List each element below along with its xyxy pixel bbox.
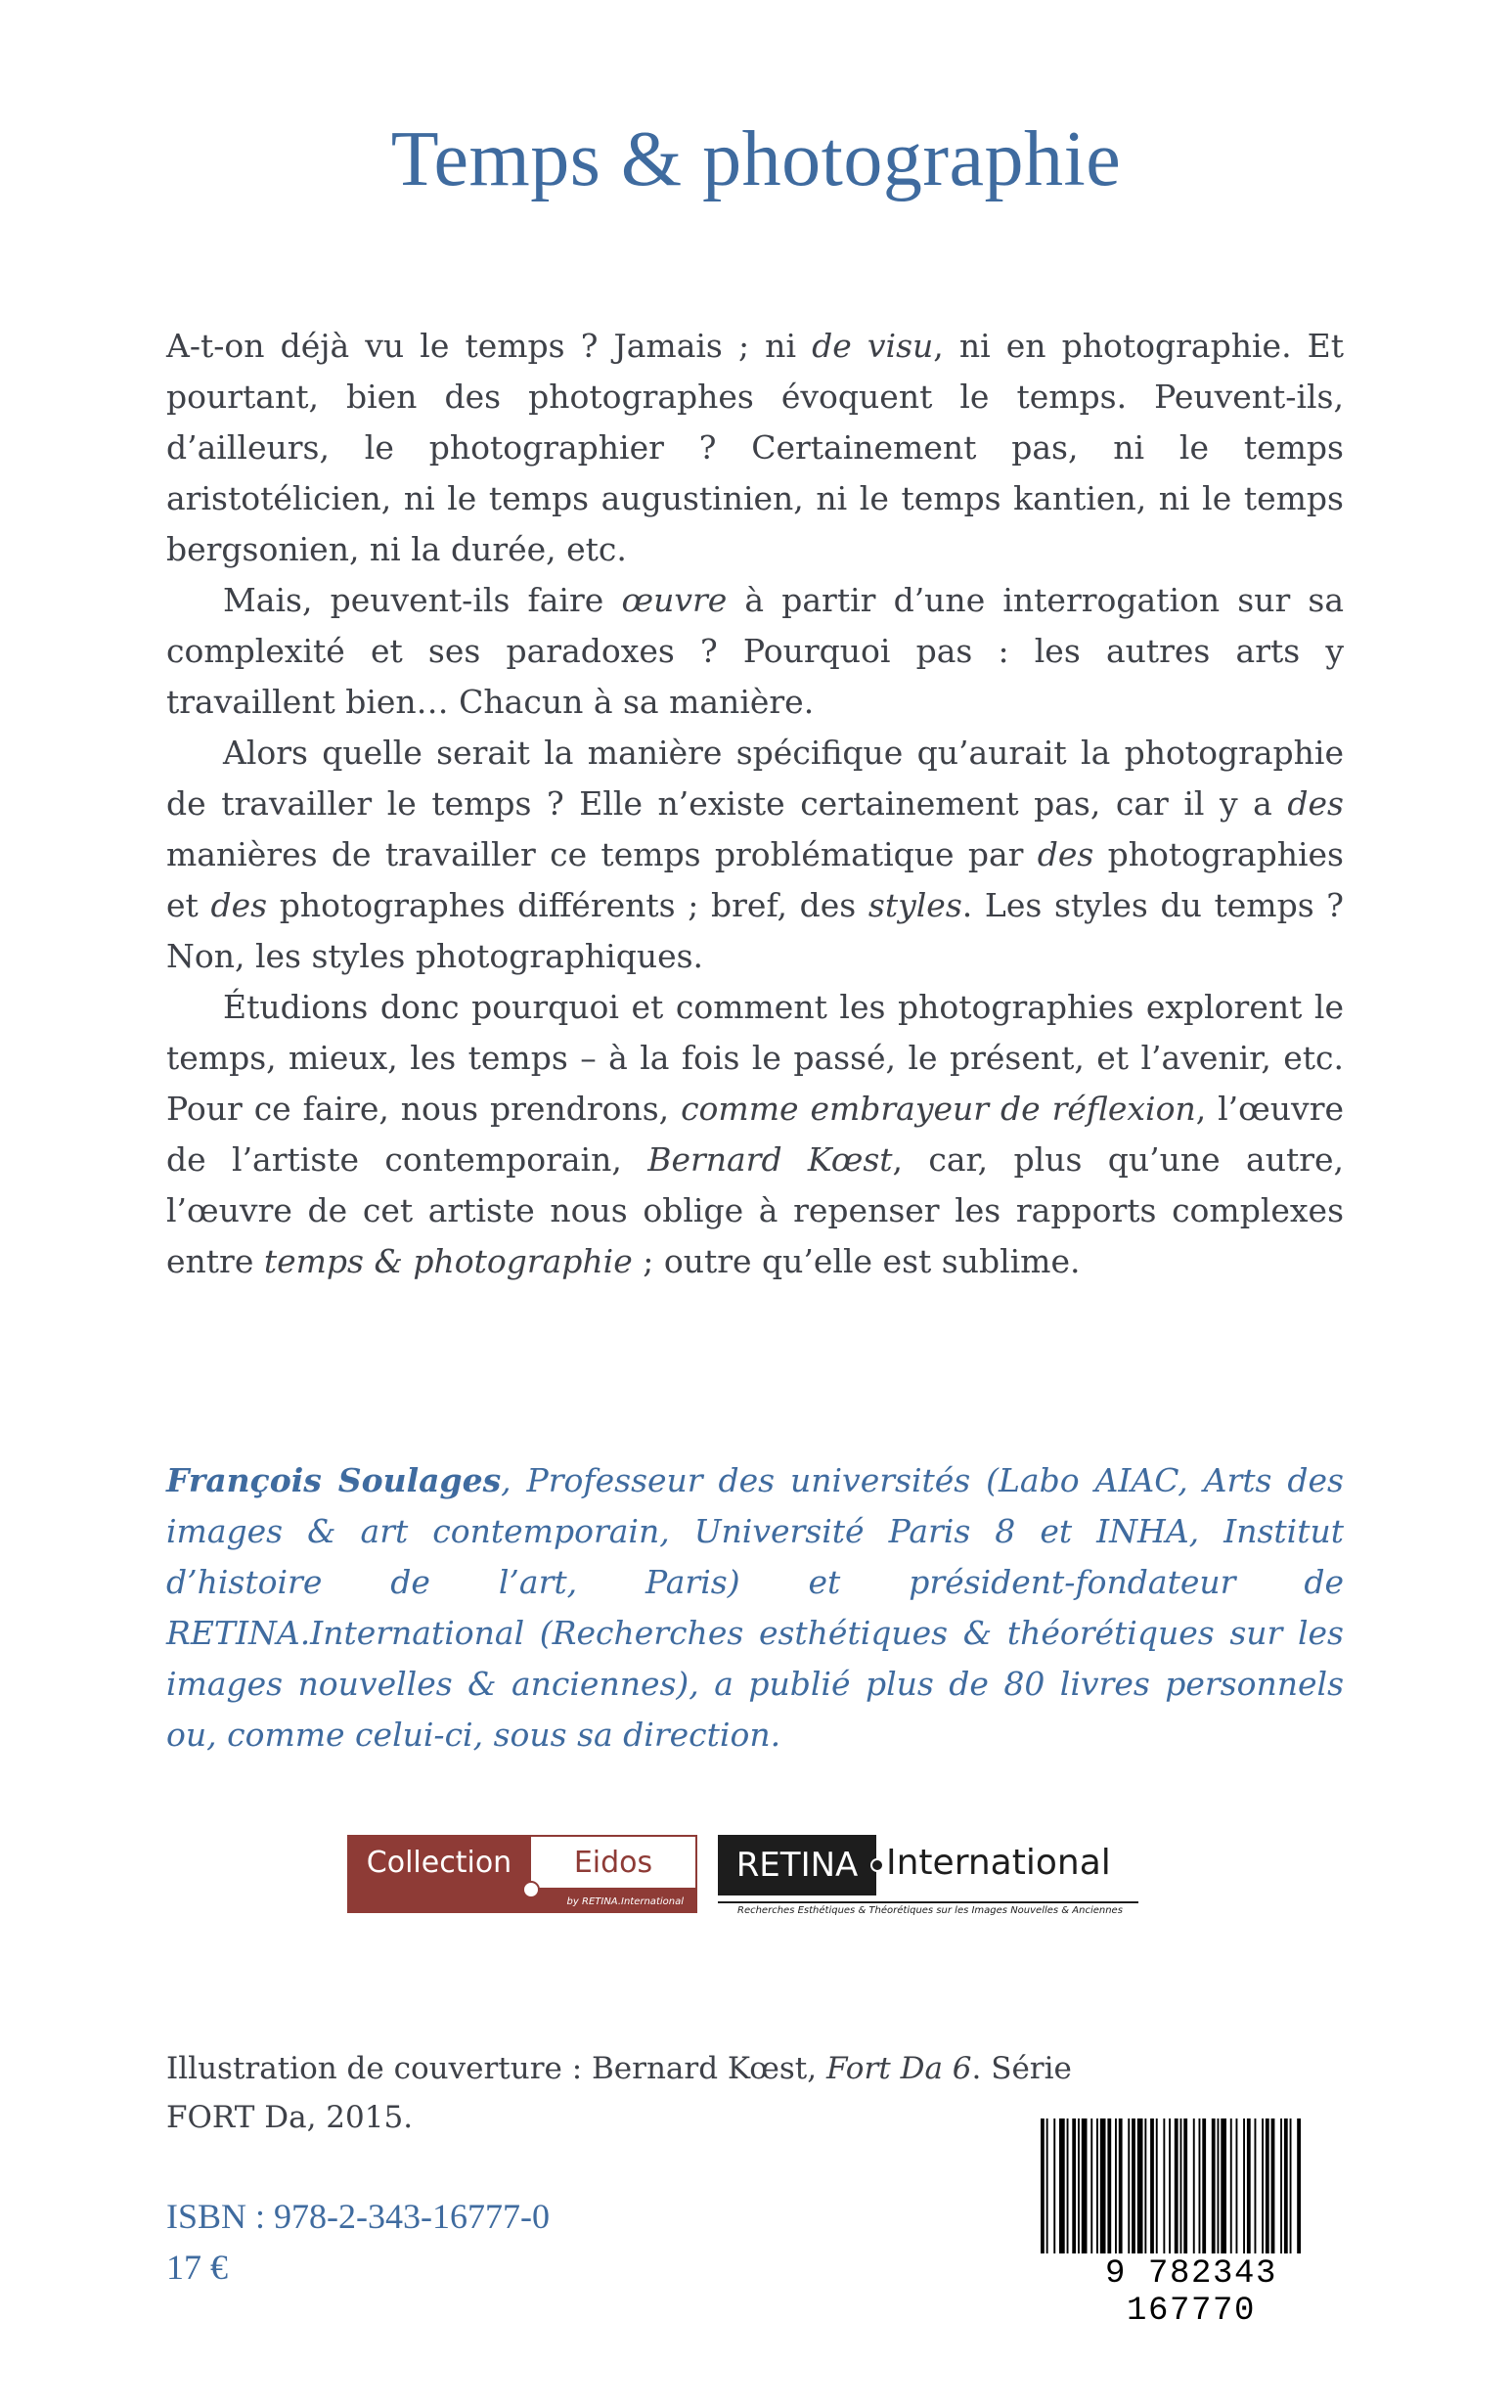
text-run-italic: des	[210, 886, 268, 924]
barcode-bar	[1183, 2118, 1187, 2253]
author-bio	[166, 1455, 1344, 1761]
barcode-bar	[1202, 2118, 1206, 2253]
barcode-bar	[1266, 2118, 1269, 2253]
text-run-italic: des	[1287, 784, 1344, 823]
text-run: ; outre qu’elle est sublime.	[632, 1242, 1081, 1280]
barcode-bar	[1175, 2118, 1178, 2253]
text-run-italic: comme embrayeur de réflexion	[681, 1090, 1196, 1128]
barcode-bar	[1193, 2118, 1195, 2253]
collection-logo-subtitle: by RETINA.International	[347, 1890, 697, 1913]
price: 17 €	[166, 2248, 228, 2287]
barcode-bar	[1284, 2118, 1288, 2253]
barcode-bar	[1218, 2118, 1220, 2253]
text-run-italic: œuvre	[621, 581, 728, 619]
barcode-bar	[1078, 2118, 1080, 2253]
barcode-bar	[1082, 2118, 1088, 2253]
barcode-bar	[1128, 2118, 1130, 2253]
text-run: manières de travailler ce temps problématique par	[166, 835, 1038, 873]
barcode-bar	[1290, 2118, 1292, 2253]
barcode-bar	[1046, 2118, 1048, 2253]
barcode-bar	[1247, 2118, 1251, 2253]
text-run: Alors quelle serait la manière spécifique qu’aurait la photographie de travailler le temps ? Elle n’existe certainement pas, car il y a	[166, 734, 1344, 823]
collection-logo-name: Eidos	[531, 1835, 697, 1890]
collection-eidos-logo	[347, 1835, 699, 1917]
barcode-bar	[1107, 2118, 1111, 2253]
text-run: à partir d’une interrogation sur sa complexité et ses paradoxes ? Pourquoi pas : les autres arts y travaillent bien… Chacun à sa manière.	[166, 581, 1344, 721]
retina-logo-word: International	[886, 1843, 1111, 1883]
blurb-paragraph-4	[166, 982, 1344, 1287]
barcode-bar	[1115, 2118, 1117, 2253]
barcode-bar	[1100, 2118, 1106, 2253]
text-run-italic: temps & photographie	[263, 1242, 633, 1280]
text-run-italic: Bernard Kœst	[647, 1140, 893, 1179]
text-run: Illustration de couverture : Bernard Kœst,	[166, 2051, 826, 2086]
retina-logo-tagline: Recherches Esthétiques & Théorétiques sur les Images Nouvelles & Anciennes	[737, 1905, 1123, 1916]
text-run-italic: de visu	[812, 327, 934, 365]
barcode-bar	[1297, 2118, 1301, 2253]
blurb-paragraph-1	[166, 321, 1344, 575]
text-run: A-t-on déjà vu le temps ? Jamais ; ni	[166, 327, 813, 365]
barcode-bar	[1156, 2118, 1158, 2253]
barcode-bar	[1067, 2118, 1069, 2253]
barcode-bar	[1221, 2118, 1226, 2253]
barcode-bar	[1262, 2118, 1264, 2253]
text-run: , car, plus qu’une autre, l’œuvre de cet artiste nous oblige à repenser les rapports complexes entre	[166, 1140, 1344, 1280]
isbn-block	[166, 2191, 550, 2293]
text-run: Mais, peuvent-ils faire	[223, 581, 622, 619]
barcode-bar	[1041, 2118, 1045, 2253]
barcode-bar	[1119, 2118, 1123, 2253]
barcode-digits: 9 782343 167770	[1104, 2255, 1278, 2330]
cover-credit	[166, 2044, 1105, 2142]
barcode-bar	[1271, 2118, 1275, 2253]
barcode-bar	[1096, 2118, 1098, 2253]
barcode-bar	[1230, 2118, 1232, 2253]
collection-logo-dot	[522, 1881, 540, 1898]
barcode	[1037, 2118, 1346, 2330]
text-run: . Les styles du temps ? Non, les styles photographiques.	[166, 886, 1344, 975]
text-run: Étudions donc pourquoi et comment les photographies explorent le temps, mieux, les temps – à la fois le passé, le présent, et l’avenir, etc. Pour ce faire, nous prendrons,	[166, 988, 1344, 1128]
barcode-bar	[1059, 2118, 1065, 2253]
barcode-bar	[1163, 2118, 1165, 2253]
barcode-bar	[1137, 2118, 1143, 2253]
barcode-bar	[1199, 2118, 1201, 2253]
text-run: photographes différents ; bref, des	[267, 886, 868, 924]
blurb	[166, 321, 1344, 1287]
retina-logo-dot	[870, 1858, 884, 1872]
text-run: , l’œuvre de l’artiste contemporain,	[166, 1090, 1344, 1179]
barcode-bar	[1280, 2118, 1282, 2253]
barcode-bar	[1236, 2118, 1238, 2253]
retina-logo-rule	[718, 1901, 1138, 1903]
barcode-bar	[1090, 2118, 1092, 2253]
barcode-bar	[1072, 2118, 1076, 2253]
text-run-italic: des	[1037, 835, 1094, 873]
barcode-bar	[1144, 2118, 1146, 2253]
retina-logo-box: RETINA	[718, 1835, 876, 1895]
barcode-bar	[1169, 2118, 1171, 2253]
barcode-bar	[1212, 2118, 1216, 2253]
author-bio-text: , Professeur des universités (Labo AIAC, Arts des images & art contemporain, Université Paris 8 et INHA, Institut d’histoire de l’art, Paris) et président-fondateur de RETINA.International (Recherches esthétiques & théorétiques sur les images nouvelles & anciennes), a publié plus de 80 livres personnels ou, comme celui-ci, sous sa direction.	[166, 1461, 1344, 1754]
isbn-number: ISBN : 978-2-343-16777-0	[166, 2197, 550, 2236]
author-name: François Soulages	[166, 1461, 502, 1499]
barcode-bar	[1255, 2118, 1257, 2253]
barcode-bar	[1243, 2118, 1245, 2253]
retina-international-logo	[718, 1835, 1148, 1917]
text-run: . Série FORT Da, 2015.	[166, 2051, 1072, 2135]
barcode-bars	[1037, 2118, 1346, 2255]
barcode-bar	[1053, 2118, 1055, 2253]
text-run-italic: styles	[867, 886, 962, 924]
text-run: photographies et	[166, 835, 1344, 924]
blurb-paragraph-3	[166, 728, 1344, 982]
text-run-italic: Fort Da 6	[825, 2051, 972, 2086]
blurb-paragraph-2	[166, 575, 1344, 728]
page-title: Temps & photographie	[390, 116, 1122, 202]
barcode-bar	[1180, 2118, 1182, 2253]
text-run: , ni en photographie. Et pourtant, bien des photographes évoquent le temps. Peuvent-ils, d’ailleurs, le photographier ? Certainement pas, ni le temps aristotélicien, ni le temps augustinien, ni le temps kantien, ni le temps bergsonien, ni la durée, etc.	[166, 327, 1345, 568]
collection-logo-label: Collection	[347, 1835, 531, 1890]
barcode-bar	[1132, 2118, 1135, 2253]
barcode-bar	[1150, 2118, 1154, 2253]
